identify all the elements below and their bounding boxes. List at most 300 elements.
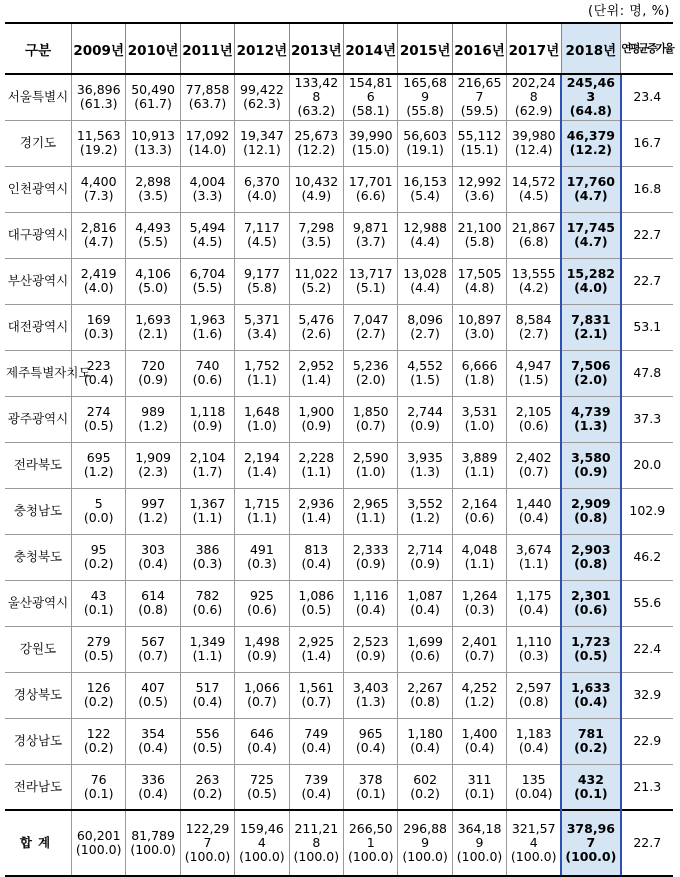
table-row <box>5 764 673 810</box>
cell-percent: (12.4) <box>514 142 553 157</box>
year-cell <box>398 764 452 810</box>
year-cell <box>507 120 561 166</box>
year-cell <box>507 442 561 488</box>
year-cell-2018 <box>561 718 620 764</box>
cell-value: 6,666 <box>461 358 498 373</box>
year-cell <box>126 672 180 718</box>
region-name: 부산광역시 <box>5 258 71 304</box>
year-cell <box>235 442 289 488</box>
cell-percent: (1.1) <box>301 464 332 479</box>
cell-percent: (1.1) <box>192 510 223 525</box>
cell-value: 1,561 <box>298 680 335 695</box>
cell-percent: (0.6) <box>410 648 440 663</box>
cell-percent: (1.3) <box>574 418 608 433</box>
year-cell <box>507 212 561 258</box>
cell-percent: (0.2) <box>83 740 114 755</box>
year-cell <box>452 258 506 304</box>
total-cell <box>507 810 561 876</box>
year-cell <box>452 580 506 626</box>
cell-percent: (1.0) <box>355 464 386 479</box>
cell-value: 99,422 <box>240 82 284 98</box>
cell-value: 5 <box>94 496 103 511</box>
cell-percent: (1.5) <box>518 372 549 387</box>
cell-percent: (0.5) <box>83 648 114 663</box>
cell-percent: (1.3) <box>410 464 440 479</box>
cell-value: 274 <box>86 404 111 419</box>
year-cell <box>507 488 561 534</box>
year-cell-2018 <box>561 166 620 212</box>
table-row <box>5 580 673 626</box>
total-cell <box>126 810 180 876</box>
cell-value: 2,744 <box>407 404 444 419</box>
year-cell <box>289 350 343 396</box>
cell-value: 2,952 <box>298 358 335 373</box>
year-cell <box>126 534 180 580</box>
cell-percent: (100.0) <box>75 842 122 857</box>
growth-rate: 20.0 <box>621 442 673 488</box>
cell-percent: (0.5) <box>301 602 332 617</box>
cell-percent: (4.2) <box>518 280 549 295</box>
cell-percent: (0.8) <box>138 602 168 617</box>
cell-percent: (0.5) <box>247 785 277 801</box>
cell-percent: (0.5) <box>83 418 114 433</box>
cell-percent: (0.4) <box>83 372 114 387</box>
growth-rate: 16.7 <box>621 120 673 166</box>
year-cell <box>452 488 506 534</box>
cell-value: 211,218 <box>294 821 339 850</box>
cell-value: 1,752 <box>244 358 280 373</box>
cell-percent: (1.1) <box>247 510 277 525</box>
cell-value: 133,428 <box>294 75 339 105</box>
year-cell <box>289 258 343 304</box>
total-cell <box>71 810 125 876</box>
year-cell <box>235 350 289 396</box>
year-cell <box>289 672 343 718</box>
cell-value: 1,175 <box>515 588 552 603</box>
growth-rate: 53.1 <box>621 304 673 350</box>
cell-percent: (64.8) <box>569 103 612 119</box>
cell-value: 354 <box>141 726 166 741</box>
cell-percent: (4.7) <box>574 234 608 249</box>
cell-percent: (0.1) <box>83 602 114 617</box>
cell-percent: (1.2) <box>83 464 114 479</box>
cell-percent: (1.1) <box>464 464 495 479</box>
cell-value: 19,347 <box>240 128 284 143</box>
cell-percent: (0.8) <box>518 694 549 709</box>
total-cell <box>289 810 343 876</box>
cell-percent: (3.4) <box>247 326 277 341</box>
cell-percent: (0.7) <box>247 694 277 709</box>
cell-percent: (0.5) <box>574 648 608 663</box>
cell-value: 781 <box>577 726 604 741</box>
cell-percent: (7.3) <box>83 188 114 203</box>
unit-label: (단위: 명, %) <box>588 4 670 19</box>
cell-value: 517 <box>195 680 220 695</box>
cell-percent: (0.4) <box>518 602 549 617</box>
cell-value: 2,714 <box>407 542 444 557</box>
cell-percent: (62.3) <box>243 96 281 112</box>
cell-value: 3,531 <box>461 404 498 419</box>
cell-value: 6,370 <box>244 174 280 189</box>
cell-value: 4,048 <box>461 542 498 557</box>
year-cell <box>180 672 234 718</box>
cell-value: 965 <box>358 726 383 741</box>
year-cell <box>289 764 343 810</box>
table-row <box>5 258 673 304</box>
cell-value: 614 <box>141 588 166 603</box>
cell-value: 11,022 <box>294 266 339 281</box>
cell-value: 50,490 <box>131 82 175 98</box>
year-cell <box>235 488 289 534</box>
year-cell <box>289 580 343 626</box>
cell-percent: (3.7) <box>355 234 386 249</box>
year-cell <box>126 626 180 672</box>
cell-value: 8,584 <box>515 312 552 327</box>
cell-percent: (0.1) <box>464 785 495 801</box>
cell-value: 2,816 <box>80 220 117 235</box>
cell-value: 407 <box>141 680 166 695</box>
cell-percent: (1.4) <box>301 372 332 387</box>
year-cell <box>452 626 506 672</box>
year-cell <box>71 580 125 626</box>
year-cell-2018 <box>561 120 620 166</box>
year-cell <box>235 74 289 120</box>
table-row <box>5 672 673 718</box>
cell-value: 11,563 <box>76 128 121 143</box>
year-cell <box>507 350 561 396</box>
cell-value: 8,096 <box>407 312 444 327</box>
cell-value: 76 <box>90 771 107 787</box>
year-cell <box>180 396 234 442</box>
cell-percent: (12.2) <box>297 142 336 157</box>
cell-value: 1,183 <box>515 726 552 741</box>
cell-value: 3,674 <box>515 542 552 557</box>
cell-value: 4,252 <box>461 680 498 695</box>
cell-value: 2,965 <box>352 496 389 511</box>
cell-percent: (2.7) <box>355 326 386 341</box>
year-cell <box>180 166 234 212</box>
year-cell <box>398 626 452 672</box>
year-cell <box>344 764 398 810</box>
cell-percent: (0.5) <box>138 694 168 709</box>
year-cell <box>289 166 343 212</box>
year-cell <box>235 304 289 350</box>
total-label: 합계 <box>5 810 71 876</box>
year-cell <box>289 396 343 442</box>
year-cell <box>71 304 125 350</box>
cell-percent: (5.4) <box>410 188 440 203</box>
total-cell <box>398 810 452 876</box>
cell-value: 1,850 <box>352 404 389 419</box>
cell-percent: (4.7) <box>83 234 114 249</box>
year-cell <box>180 442 234 488</box>
cell-value: 7,047 <box>352 312 389 327</box>
cell-value: 7,831 <box>571 312 611 327</box>
year-cell <box>71 764 125 810</box>
year-cell-2018 <box>561 534 620 580</box>
cell-value: 9,871 <box>352 220 389 235</box>
table-row <box>5 626 673 672</box>
cell-value: 15,282 <box>566 266 615 281</box>
cell-percent: (1.2) <box>464 694 495 709</box>
cell-percent: (0.6) <box>464 510 495 525</box>
cell-value: 4,400 <box>80 174 117 189</box>
region-name: 전라남도 <box>5 764 71 810</box>
cell-percent: (0.6) <box>247 602 277 617</box>
year-cell <box>344 442 398 488</box>
total-cell <box>180 810 234 876</box>
table-row <box>5 534 673 580</box>
header-year: 2012년 <box>235 23 289 74</box>
cell-value: 17,701 <box>348 174 393 189</box>
total-rate: 22.7 <box>621 810 673 876</box>
cell-value: 13,717 <box>348 266 393 281</box>
cell-value: 17,745 <box>566 220 615 235</box>
year-cell <box>398 212 452 258</box>
cell-percent: (100.0) <box>402 849 448 864</box>
cell-percent: (0.0) <box>83 510 114 525</box>
year-cell <box>71 718 125 764</box>
cell-percent: (4.8) <box>464 280 495 295</box>
year-cell <box>452 718 506 764</box>
cell-value: 1,723 <box>571 634 611 649</box>
cell-value: 1,909 <box>135 450 171 465</box>
year-cell <box>507 672 561 718</box>
cell-value: 1,400 <box>461 726 498 741</box>
cell-value: 2,401 <box>461 634 498 649</box>
growth-rate: 22.9 <box>621 718 673 764</box>
cell-percent: (0.4) <box>355 740 386 755</box>
year-cell <box>235 120 289 166</box>
cell-percent: (0.5) <box>192 740 223 755</box>
year-cell <box>507 304 561 350</box>
cell-percent: (4.5) <box>192 234 223 249</box>
table-row <box>5 74 673 120</box>
cell-value: 2,898 <box>135 174 171 189</box>
cell-value: 336 <box>141 771 166 787</box>
header-year-2018: 2018년 <box>561 23 620 74</box>
cell-value: 55,112 <box>457 128 502 143</box>
year-cell <box>289 626 343 672</box>
cell-percent: (0.4) <box>410 740 440 755</box>
cell-percent: (100.0) <box>347 849 394 864</box>
cell-value: 4,552 <box>407 358 444 373</box>
cell-value: 2,925 <box>298 634 335 649</box>
year-cell <box>507 764 561 810</box>
year-cell-2018 <box>561 350 620 396</box>
growth-rate: 16.8 <box>621 166 673 212</box>
year-cell-2018 <box>561 304 620 350</box>
cell-value: 3,935 <box>407 450 444 465</box>
cell-percent: (1.8) <box>464 372 495 387</box>
year-cell <box>235 258 289 304</box>
cell-percent: (2.7) <box>410 326 440 341</box>
cell-percent: (0.8) <box>574 510 608 525</box>
cell-percent: (100.0) <box>456 849 503 864</box>
cell-value: 2,194 <box>244 450 280 465</box>
year-cell <box>398 488 452 534</box>
region-name: 제주특별자치도 <box>5 350 71 396</box>
table-row <box>5 166 673 212</box>
cell-value: 1,180 <box>407 726 444 741</box>
cell-percent: (1.2) <box>410 510 440 525</box>
region-name: 서울특별시 <box>5 74 71 120</box>
year-cell <box>398 120 452 166</box>
cell-value: 296,889 <box>403 821 447 850</box>
cell-percent: (0.9) <box>301 418 332 433</box>
cell-value: 646 <box>249 726 274 741</box>
cell-value: 245,463 <box>566 75 615 105</box>
cell-percent: (3.3) <box>192 188 223 203</box>
cell-percent: (0.4) <box>138 785 168 801</box>
cell-percent: (0.4) <box>138 740 168 755</box>
year-cell <box>398 74 452 120</box>
year-cell <box>398 442 452 488</box>
cell-value: 21,867 <box>511 220 556 235</box>
cell-value: 4,493 <box>135 220 171 235</box>
year-cell <box>71 258 125 304</box>
cell-percent: (0.4) <box>301 556 332 571</box>
statistics-table <box>5 22 673 877</box>
cell-value: 1,715 <box>244 496 280 511</box>
cell-percent: (0.04) <box>514 785 553 801</box>
year-cell <box>126 350 180 396</box>
cell-percent: (63.7) <box>188 96 227 112</box>
cell-value: 1,264 <box>461 588 498 603</box>
cell-value: 5,476 <box>298 312 335 327</box>
year-cell <box>289 488 343 534</box>
cell-value: 7,298 <box>298 220 335 235</box>
region-name: 대전광역시 <box>5 304 71 350</box>
year-cell-2018 <box>561 626 620 672</box>
year-cell <box>398 258 452 304</box>
cell-value: 1,699 <box>407 634 444 649</box>
year-cell <box>344 488 398 534</box>
cell-percent: (1.7) <box>192 464 223 479</box>
cell-percent: (1.2) <box>138 418 168 433</box>
cell-value: 279 <box>86 634 111 649</box>
cell-value: 782 <box>195 588 220 603</box>
region-name: 전라북도 <box>5 442 71 488</box>
header-row <box>5 23 673 74</box>
year-cell <box>452 166 506 212</box>
year-cell <box>71 442 125 488</box>
cell-percent: (0.4) <box>518 740 549 755</box>
cell-percent: (14.0) <box>188 142 227 157</box>
header-year: 2009년 <box>71 23 125 74</box>
cell-value: 223 <box>86 358 111 373</box>
cell-percent: (4.4) <box>410 280 440 295</box>
year-cell-2018 <box>561 442 620 488</box>
year-cell <box>180 534 234 580</box>
year-cell <box>180 350 234 396</box>
total-cell <box>235 810 289 876</box>
cell-value: 122,297 <box>185 821 230 850</box>
growth-rate: 32.9 <box>621 672 673 718</box>
cell-value: 1,066 <box>244 680 280 695</box>
year-cell <box>289 304 343 350</box>
table-row <box>5 350 673 396</box>
cell-value: 6,704 <box>189 266 226 281</box>
cell-percent: (0.6) <box>518 418 549 433</box>
year-cell <box>235 580 289 626</box>
cell-value: 3,552 <box>407 496 444 511</box>
total-row <box>5 810 673 876</box>
cell-value: 311 <box>467 771 492 787</box>
year-cell-2018 <box>561 74 620 120</box>
cell-value: 10,897 <box>457 312 502 327</box>
cell-value: 12,992 <box>457 174 502 189</box>
growth-rate: 102.9 <box>621 488 673 534</box>
growth-rate: 55.6 <box>621 580 673 626</box>
cell-percent: (100.0) <box>293 849 340 864</box>
cell-value: 4,004 <box>189 174 226 189</box>
cell-percent: (0.7) <box>464 648 495 663</box>
year-cell <box>344 718 398 764</box>
cell-value: 695 <box>86 450 111 465</box>
cell-percent: (5.1) <box>355 280 386 295</box>
header-rate: 연평균증가율 <box>621 23 673 74</box>
cell-percent: (100.0) <box>565 849 617 864</box>
year-cell <box>235 396 289 442</box>
cell-percent: (0.2) <box>83 694 114 709</box>
year-cell <box>126 718 180 764</box>
cell-percent: (0.1) <box>574 785 608 801</box>
cell-value: 25,673 <box>294 128 339 143</box>
cell-percent: (5.8) <box>464 234 495 249</box>
cell-value: 989 <box>141 404 166 419</box>
year-cell <box>452 212 506 258</box>
cell-percent: (0.9) <box>138 372 168 387</box>
cell-percent: (5.5) <box>192 280 223 295</box>
year-cell <box>235 534 289 580</box>
year-cell <box>126 258 180 304</box>
cell-percent: (55.8) <box>406 103 444 119</box>
region-name: 광주광역시 <box>5 396 71 442</box>
year-cell <box>289 718 343 764</box>
cell-value: 165,689 <box>403 75 447 105</box>
cell-percent: (1.1) <box>247 372 277 387</box>
cell-percent: (0.9) <box>410 556 440 571</box>
cell-percent: (0.4) <box>247 740 277 755</box>
year-cell <box>180 718 234 764</box>
cell-value: 9,177 <box>244 266 280 281</box>
cell-value: 2,909 <box>571 496 611 511</box>
year-cell <box>398 534 452 580</box>
cell-percent: (4.5) <box>518 188 549 203</box>
year-cell <box>71 396 125 442</box>
cell-value: 14,572 <box>511 174 556 189</box>
year-cell <box>507 626 561 672</box>
year-cell <box>344 120 398 166</box>
region-name: 경기도 <box>5 120 71 166</box>
year-cell <box>344 258 398 304</box>
cell-percent: (0.4) <box>301 740 332 755</box>
cell-percent: (0.6) <box>192 372 223 387</box>
cell-percent: (62.9) <box>514 103 553 119</box>
year-cell <box>452 120 506 166</box>
cell-percent: (3.5) <box>138 188 168 203</box>
year-cell <box>344 396 398 442</box>
year-cell <box>289 74 343 120</box>
cell-value: 159,464 <box>240 821 284 850</box>
cell-percent: (0.6) <box>574 602 608 617</box>
cell-percent: (4.5) <box>247 234 277 249</box>
year-cell <box>71 626 125 672</box>
year-cell <box>344 672 398 718</box>
cell-percent: (1.6) <box>192 326 223 341</box>
year-cell <box>180 764 234 810</box>
